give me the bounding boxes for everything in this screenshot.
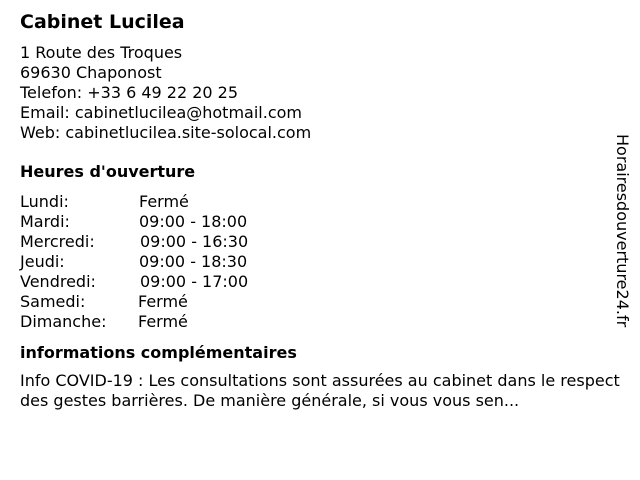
hours-time: Fermé xyxy=(138,292,188,311)
hours-day: Dimanche: xyxy=(20,312,107,331)
hours-row-dimanche xyxy=(20,312,620,332)
hours-day: Samedi: xyxy=(20,292,86,311)
hours-row-samedi xyxy=(20,292,620,312)
hours-time: 09:00 - 17:00 xyxy=(140,272,249,291)
hours-row-lundi xyxy=(20,192,620,212)
address-city: 69630 Chaponost xyxy=(20,63,162,82)
hours-heading: Heures d'ouverture xyxy=(20,162,196,181)
web-line: Web: cabinetlucilea.site-solocal.com xyxy=(20,123,312,142)
hours-day: Jeudi: xyxy=(20,252,65,271)
site-watermark: Horairesdouverture24.fr xyxy=(613,134,632,328)
hours-day: Vendredi: xyxy=(20,272,96,291)
contact-block xyxy=(20,43,620,143)
hours-time: Fermé xyxy=(139,192,189,211)
business-name: Cabinet Lucilea xyxy=(20,11,185,33)
hours-row-vendredi xyxy=(20,272,620,292)
hours-day: Mardi: xyxy=(20,212,70,231)
address-street: 1 Route des Troques xyxy=(20,43,183,62)
info-heading: informations complémentaires xyxy=(20,343,297,362)
business-card xyxy=(20,10,620,411)
info-text: Info COVID-19 : Les consultations sont assurées au cabinet dans le respect des gestes barrières. De manière générale, si vous vous sen... xyxy=(20,371,620,410)
phone-line: Telefon: +33 6 49 22 20 25 xyxy=(20,83,239,102)
hours-day: Mercredi: xyxy=(20,232,95,251)
email-line: Email: cabinetlucilea@hotmail.com xyxy=(20,103,302,122)
hours-table xyxy=(20,192,620,332)
hours-row-jeudi xyxy=(20,252,620,272)
hours-row-mardi xyxy=(20,212,620,232)
hours-day: Lundi: xyxy=(20,192,69,211)
hours-time: Fermé xyxy=(138,312,188,331)
hours-time: 09:00 - 18:30 xyxy=(139,252,248,271)
hours-time: 09:00 - 18:00 xyxy=(139,212,248,231)
hours-row-mercredi xyxy=(20,232,620,252)
hours-time: 09:00 - 16:30 xyxy=(140,232,249,251)
